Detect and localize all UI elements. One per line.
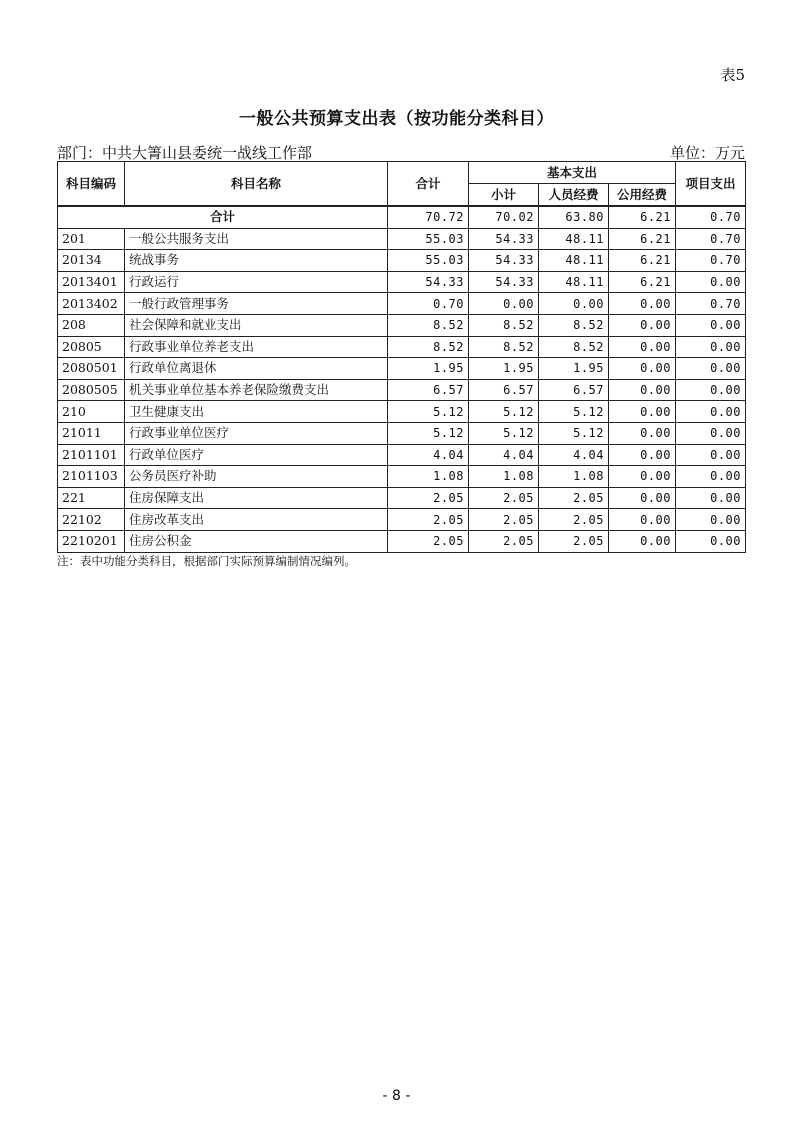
total-subtotal: 70.02 [469,206,539,228]
table-row [58,444,746,466]
cell-code: 2013401 [58,271,125,293]
cell-total: 6.57 [388,379,469,401]
cell-personnel: 8.52 [539,314,609,336]
header-public: 公用经费 [609,184,676,207]
cell-project: 0.00 [676,379,746,401]
cell-personnel: 0.00 [539,293,609,315]
header-project: 项目支出 [676,162,746,207]
cell-name: 公务员医疗补助 [125,466,388,488]
header-code: 科目编码 [58,162,125,207]
cell-total: 54.33 [388,271,469,293]
table-row [58,314,746,336]
cell-public: 6.21 [609,250,676,272]
cell-project: 0.70 [676,228,746,250]
cell-code: 22102 [58,509,125,531]
cell-personnel: 48.11 [539,271,609,293]
cell-personnel: 2.05 [539,509,609,531]
cell-project: 0.00 [676,466,746,488]
cell-name: 行政运行 [125,271,388,293]
cell-total: 8.52 [388,336,469,358]
cell-public: 0.00 [609,422,676,444]
cell-code: 20805 [58,336,125,358]
table-row [58,509,746,531]
total-label: 合计 [58,206,388,228]
cell-total: 5.12 [388,401,469,423]
cell-public: 0.00 [609,314,676,336]
cell-project: 0.70 [676,250,746,272]
table-row [58,250,746,272]
cell-code: 210 [58,401,125,423]
total-public: 6.21 [609,206,676,228]
cell-total: 1.08 [388,466,469,488]
header-name: 科目名称 [125,162,388,207]
table-row [58,228,746,250]
cell-subtotal: 8.52 [469,336,539,358]
cell-project: 0.00 [676,271,746,293]
cell-project: 0.70 [676,293,746,315]
cell-subtotal: 4.04 [469,444,539,466]
department-label: 部门：中共大箐山县委统一战线工作部 [57,144,313,162]
cell-personnel: 1.95 [539,358,609,380]
cell-code: 201 [58,228,125,250]
cell-public: 6.21 [609,271,676,293]
cell-project: 0.00 [676,314,746,336]
cell-name: 社会保障和就业支出 [125,314,388,336]
cell-personnel: 8.52 [539,336,609,358]
cell-project: 0.00 [676,336,746,358]
table-row [58,487,746,509]
cell-project: 0.00 [676,358,746,380]
cell-subtotal: 8.52 [469,314,539,336]
cell-personnel: 48.11 [539,228,609,250]
cell-total: 2.05 [388,530,469,552]
cell-project: 0.00 [676,509,746,531]
cell-subtotal: 1.08 [469,466,539,488]
table-row [58,293,746,315]
cell-public: 0.00 [609,293,676,315]
cell-code: 2101103 [58,466,125,488]
cell-public: 0.00 [609,358,676,380]
table-row [58,401,746,423]
table-row [58,422,746,444]
cell-name: 住房保障支出 [125,487,388,509]
cell-public: 0.00 [609,401,676,423]
cell-project: 0.00 [676,530,746,552]
unit-label: 单位：万元 [669,144,745,162]
cell-subtotal: 2.05 [469,530,539,552]
cell-personnel: 2.05 [539,487,609,509]
cell-code: 208 [58,314,125,336]
cell-code: 2013402 [58,293,125,315]
cell-project: 0.00 [676,422,746,444]
cell-code: 2080505 [58,379,125,401]
cell-personnel: 5.12 [539,422,609,444]
cell-subtotal: 54.33 [469,271,539,293]
cell-name: 机关事业单位基本养老保险缴费支出 [125,379,388,401]
cell-total: 8.52 [388,314,469,336]
cell-public: 0.00 [609,444,676,466]
cell-name: 行政事业单位养老支出 [125,336,388,358]
page-number: - 8 - [382,1088,411,1104]
total-row [58,206,746,228]
cell-code: 20134 [58,250,125,272]
table-note: 注：表中功能分类科目，根据部门实际预算编制情况编列。 [57,554,356,568]
cell-personnel: 6.57 [539,379,609,401]
cell-code: 2210201 [58,530,125,552]
cell-public: 0.00 [609,487,676,509]
cell-project: 0.00 [676,487,746,509]
cell-subtotal: 5.12 [469,401,539,423]
cell-name: 行政单位医疗 [125,444,388,466]
cell-code: 2101101 [58,444,125,466]
cell-total: 2.05 [388,487,469,509]
cell-subtotal: 5.12 [469,422,539,444]
total-personnel: 63.80 [539,206,609,228]
cell-personnel: 1.08 [539,466,609,488]
cell-code: 221 [58,487,125,509]
cell-public: 0.00 [609,530,676,552]
cell-name: 住房公积金 [125,530,388,552]
cell-name: 行政事业单位医疗 [125,422,388,444]
header-subtotal: 小计 [469,184,539,207]
cell-total: 5.12 [388,422,469,444]
cell-subtotal: 6.57 [469,379,539,401]
cell-total: 4.04 [388,444,469,466]
cell-public: 0.00 [609,379,676,401]
cell-subtotal: 1.95 [469,358,539,380]
table-number: 表5 [720,66,745,84]
cell-public: 0.00 [609,336,676,358]
cell-name: 一般公共服务支出 [125,228,388,250]
cell-subtotal: 2.05 [469,487,539,509]
table-row [58,358,746,380]
cell-total: 1.95 [388,358,469,380]
cell-code: 21011 [58,422,125,444]
cell-name: 一般行政管理事务 [125,293,388,315]
header-personnel: 人员经费 [539,184,609,207]
cell-code: 2080501 [58,358,125,380]
total-project: 0.70 [676,206,746,228]
cell-personnel: 2.05 [539,530,609,552]
cell-public: 0.00 [609,509,676,531]
cell-subtotal: 0.00 [469,293,539,315]
cell-personnel: 5.12 [539,401,609,423]
cell-name: 行政单位离退休 [125,358,388,380]
cell-total: 55.03 [388,228,469,250]
cell-public: 0.00 [609,466,676,488]
cell-personnel: 4.04 [539,444,609,466]
cell-name: 卫生健康支出 [125,401,388,423]
cell-total: 55.03 [388,250,469,272]
header-basic: 基本支出 [469,162,676,184]
table-row [58,466,746,488]
cell-name: 统战事务 [125,250,388,272]
cell-project: 0.00 [676,444,746,466]
cell-public: 6.21 [609,228,676,250]
cell-name: 住房改革支出 [125,509,388,531]
table-row [58,271,746,293]
budget-table [57,161,746,553]
cell-subtotal: 2.05 [469,509,539,531]
page-title: 一般公共预算支出表（按功能分类科目） [239,109,554,129]
table-row [58,530,746,552]
table-row [58,379,746,401]
cell-total: 0.70 [388,293,469,315]
cell-total: 2.05 [388,509,469,531]
table-body [58,206,746,552]
cell-project: 0.00 [676,401,746,423]
header-total: 合计 [388,162,469,207]
table-row [58,336,746,358]
cell-subtotal: 54.33 [469,250,539,272]
cell-personnel: 48.11 [539,250,609,272]
cell-subtotal: 54.33 [469,228,539,250]
total-total: 70.72 [388,206,469,228]
